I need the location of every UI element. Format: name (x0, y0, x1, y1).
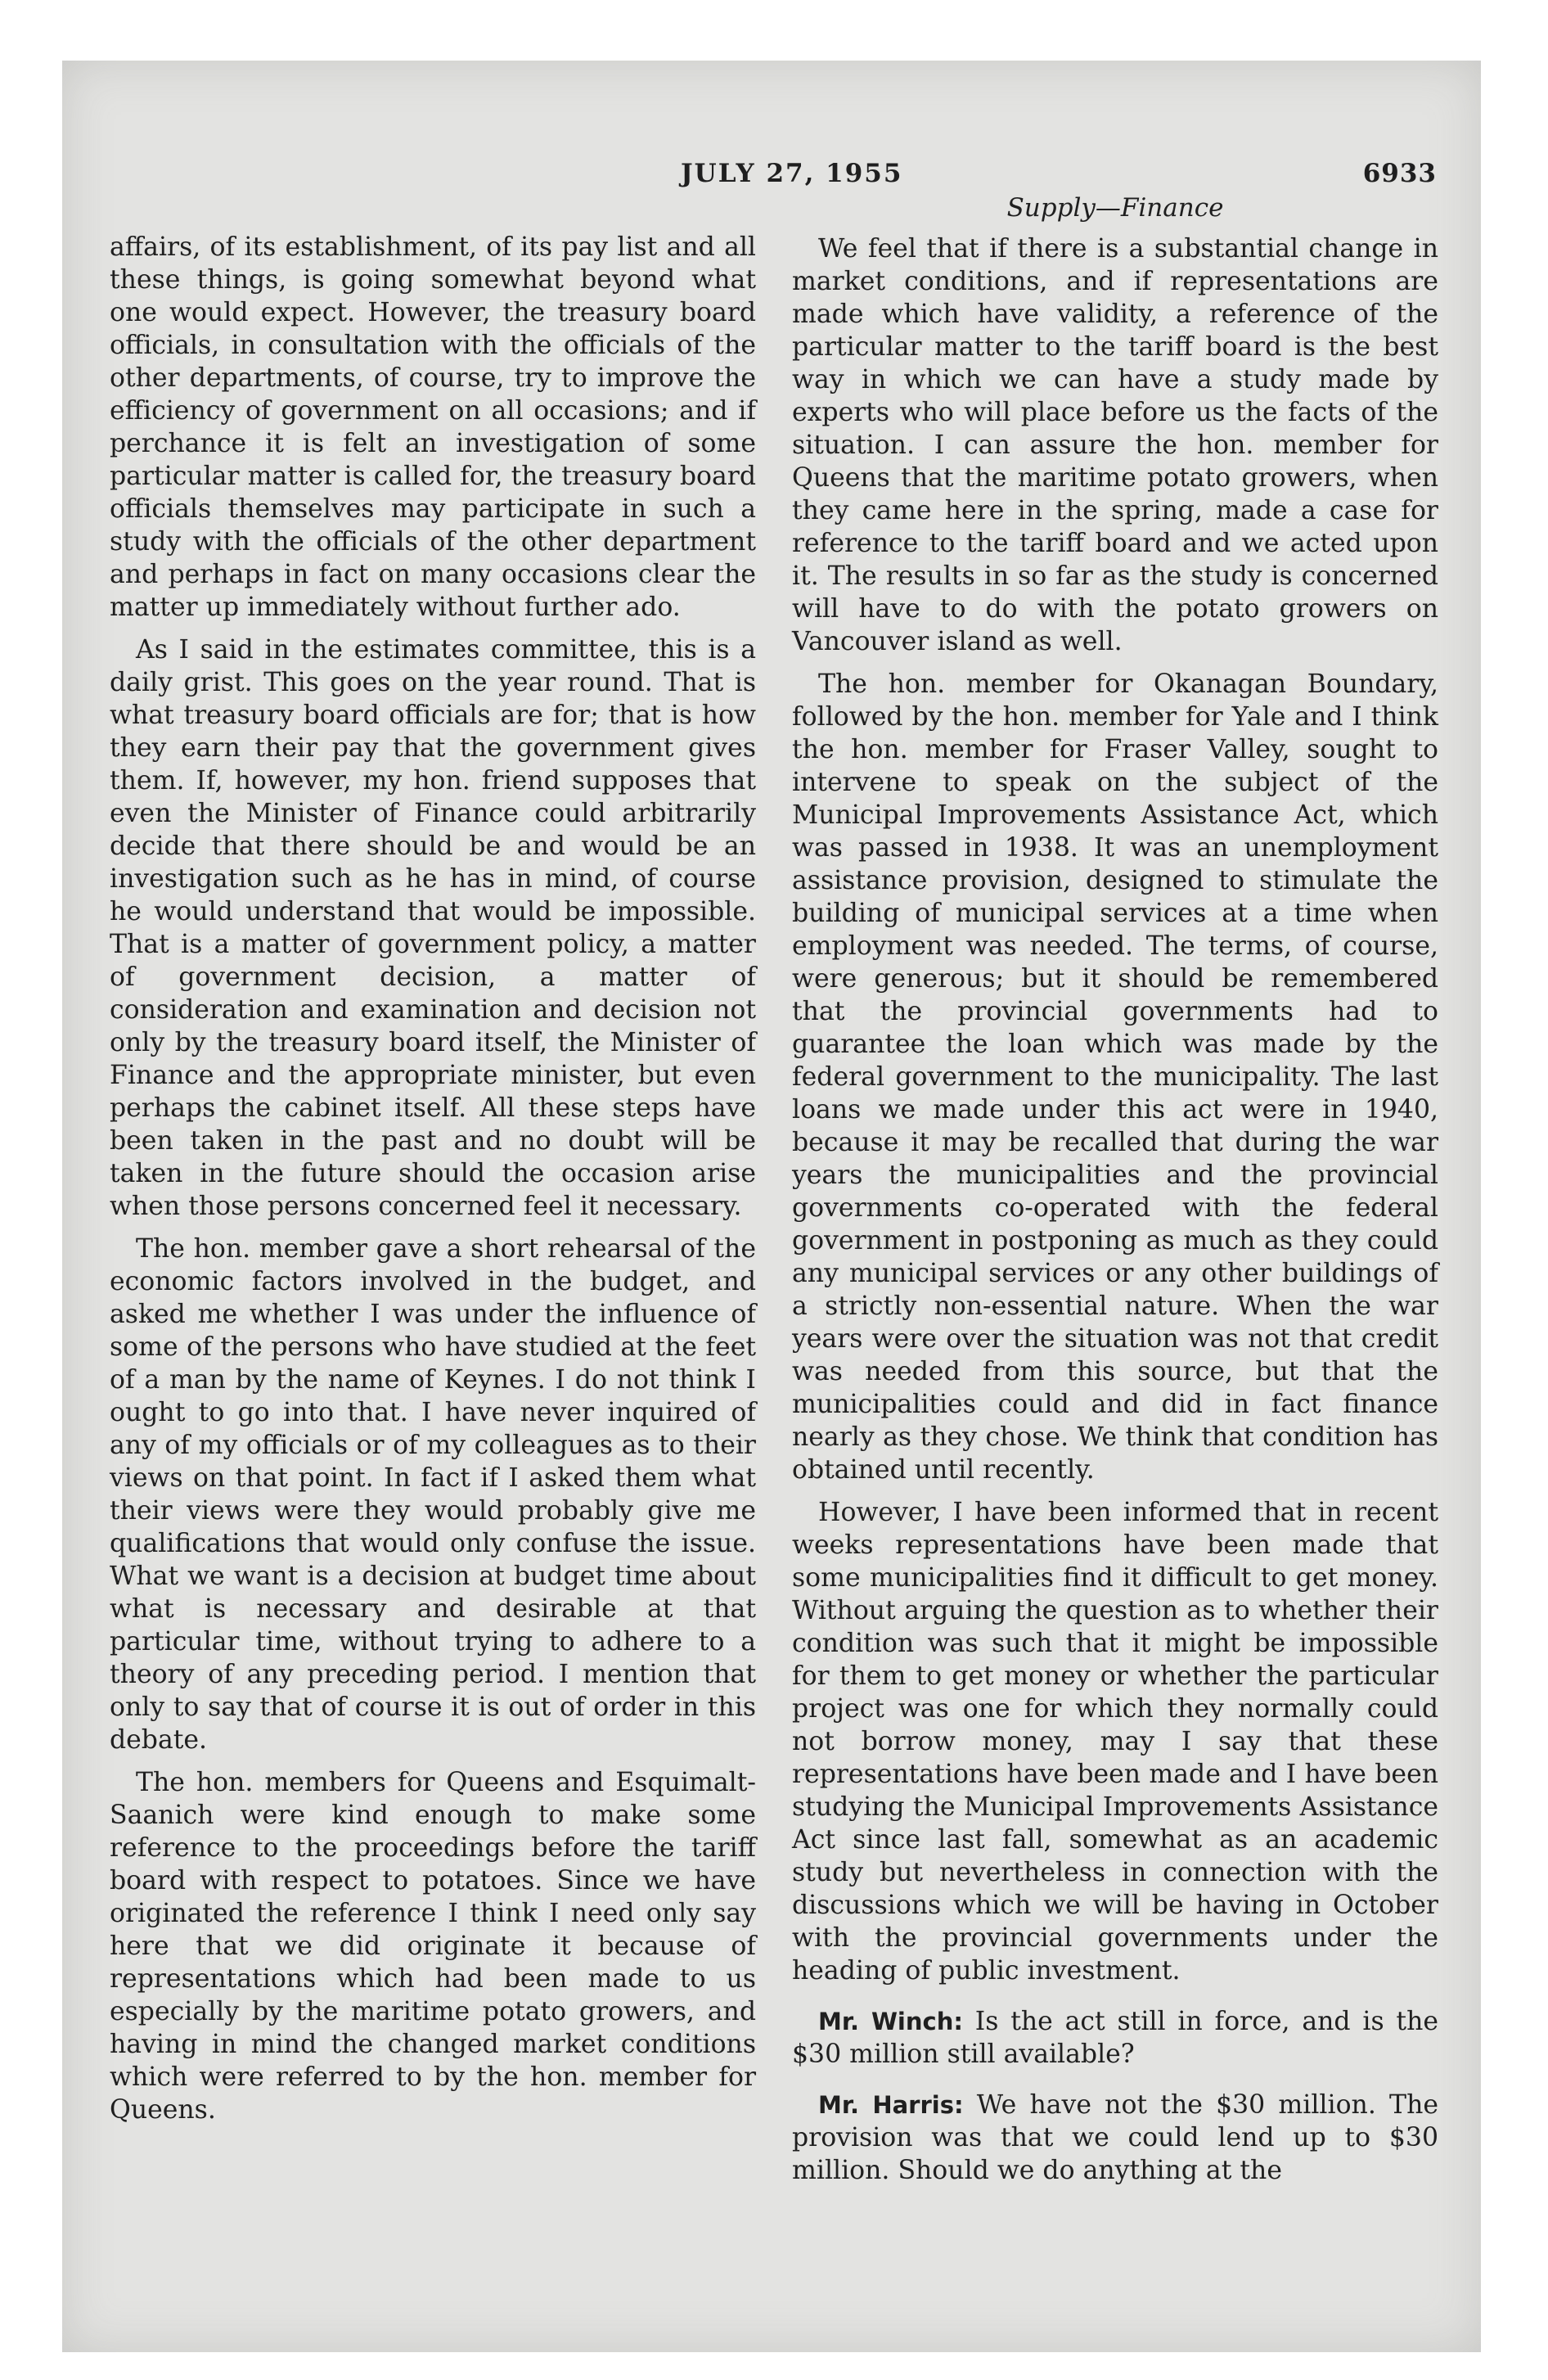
speaker-text: We have not the $30 million. The provision was that we could lend up to $30 million. Should we do anything at the (792, 2090, 1438, 2185)
right-column (792, 190, 1438, 2197)
page-number: 6933 (1362, 159, 1437, 188)
paragraph: As I said in the estimates committee, this is a daily grist. This goes on the year round. That is what treasury board officials are for; that is how they earn their pay that the government gives them. If, however, my hon. friend supposes that even the Minister of Finance could arbitrarily decide that there should be and would be an investigation such as he has in mind, of course he would understand that would be impossible. That is a matter of government policy, a matter of government decision, a matter of consideration and examination and decision not only by the treasury board itself, the Minister of Finance and the appropriate minister, but even perhaps the cabinet itself. All these steps have been taken in the past and no doubt will be taken in the future should the occasion arise when those persons concerned feel it necessary. (110, 635, 756, 1221)
speaker-exchange (792, 2005, 1438, 2071)
speaker-name: Mr. Winch: (818, 2008, 963, 2035)
hansard-page (110, 156, 1438, 2275)
paragraph: affairs, of its establishment, of its pay list and all these things, is going somewhat beyond what one would expect. However, the treasury board officials, in consultation with the officials of the other departments, of course, try to improve the efficiency of government on all occasions; and if perchance it is felt an investigation of some particular matter is called for, the treasury board officials themselves may participate in such a study with the officials of the other department and perhaps in fact on many occasions clear the matter up immediately without further ado. (110, 232, 756, 622)
section-subheading: Supply—Finance (1006, 193, 1224, 223)
paragraph: The hon. members for Queens and Esquimalt-Saanich were kind enough to make some reference to the proceedings before the tariff board with respect to potatoes. Since we have originated the reference I think I need only say here that we did originate it because of representations which had been made to us especially by the maritime potato growers, and having in mind the changed market conditions which were referred to by the hon. member for Queens. (110, 1768, 756, 2125)
left-column (110, 231, 756, 2136)
page-date: JULY 27, 1955 (681, 159, 903, 188)
speaker-name: Mr. Harris: (818, 2091, 964, 2119)
paragraph: However, I have been informed that in recent weeks representations have been made that some municipalities find it difficult to get money. Without arguing the question as to whether their condition was such that it might be impossible for them to get money or whether the particular project was one for which they normally could not borrow money, may I say that these representations have been made and I have been studying the Municipal Improvements Assistance Act since last fall, somewhat as an academic study but nevertheless in connection with the discussions which we will be having in October with the provincial governments under the heading of public investment. (792, 1498, 1438, 1986)
paragraph: The hon. member gave a short rehearsal of the economic factors involved in the budget, and asked me whether I was under the influence of some of the persons who have studied at the feet of a man by the name of Keynes. I do not think I ought to go into that. I have never inquired of any of my officials or of my colleagues as to their views on that point. In fact if I asked them what their views were they would probably give me qualifications that would only confuse the issue. What we want is a decision at budget time about what is necessary and desirable at that particular time, without trying to adhere to a theory of any preceding period. I mention that only to say that of course it is out of order in this debate. (110, 1234, 756, 1755)
paragraph: The hon. member for Okanagan Boundary, followed by the hon. member for Yale and I think the hon. member for Fraser Valley, sought to intervene to speak on the subject of the Municipal Improvements Assistance Act, which was passed in 1938. It was an unemployment assistance provision, designed to stimulate the building of municipal services at a time when employment was needed. The terms, of course, were generous; but it should be remembered that the provincial governments had to guarantee the loan which was made by the federal government to the municipality. The last loans we made under this act were in 1940, because it may be recalled that during the war years the municipalities and the provincial governments co-operated with the federal government in postponing as much as they could any municipal services or any other buildings of a strictly non-essential nature. When the war years were over the situation was not that credit was needed from this source, but that the municipalities could and did in fact finance nearly as they chose. We think that condition has obtained until recently. (792, 669, 1438, 1485)
speaker-exchange (792, 2089, 1438, 2187)
paragraph: We feel that if there is a substantial change in market conditions, and if representations are made which have validity, a reference of the particular matter to the tariff board is the best way in which we can have a study made by experts who will place before us the facts of the situation. I can assure the hon. member for Queens that the maritime potato growers, when they came here in the spring, made a case for reference to the tariff board and we acted upon it. The results in so far as the study is concerned will have to do with the potato growers on Vancouver island as well. (792, 234, 1438, 656)
speaker-text: Is the act still in force, and is the $30 million still available? (792, 2007, 1439, 2069)
